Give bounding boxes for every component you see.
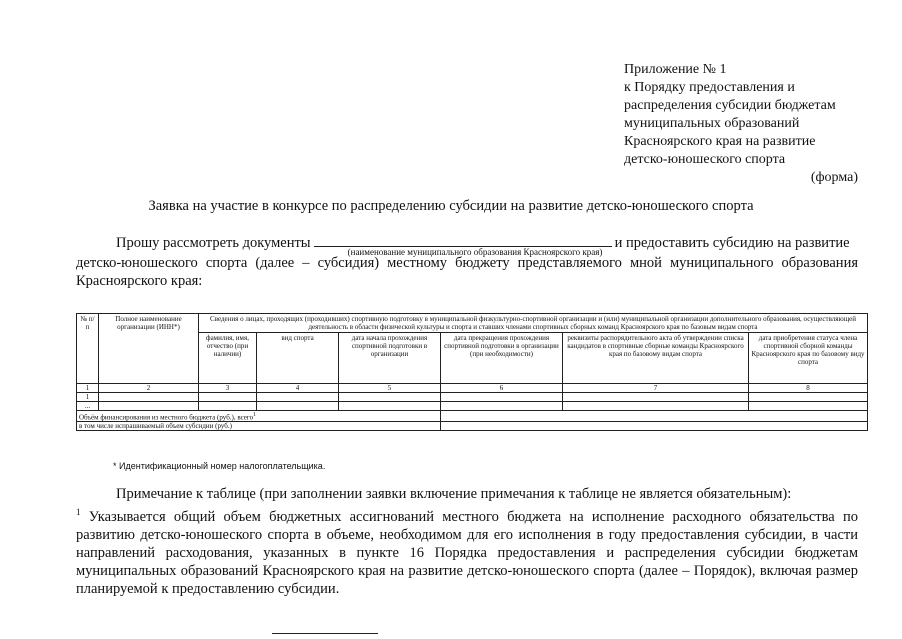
appendix-line: Красноярского края на развитие — [624, 134, 816, 149]
table-row — [77, 393, 868, 402]
request-rest: детско-юношеского спорта (далее – субсидия) местному бюджету представляемого мной муниципального образования Красноярского края: — [76, 255, 858, 289]
column-number: 5 — [339, 384, 441, 393]
appendix-line: к Порядку предоставления и — [624, 80, 795, 95]
table-numbers-row — [77, 384, 868, 393]
table-cell[interactable] — [339, 402, 441, 411]
subheader-end-date: дата прекращения прохождения спортивной подготовки в организации (при необходимости) — [441, 333, 563, 384]
table-cell[interactable] — [257, 402, 339, 411]
municipality-hint: (наименование муниципального образования Красноярского края) — [347, 247, 603, 257]
column-number: 6 — [441, 384, 563, 393]
table-note — [76, 485, 858, 598]
table-cell[interactable] — [441, 393, 563, 402]
subheader-status-date: дата приобретения статуса члена спортивной сборной команды Красноярского края по базовому виду спорта — [749, 333, 868, 384]
total-label-text: Объём финансирования из местного бюджета (руб.), всего — [79, 413, 254, 422]
footnote: * Идентификационный номер налогоплательщика. — [113, 461, 326, 471]
subheader-act-details: реквизиты распорядительного акта об утверждении списка кандидатов в спортивные сборные команды Красноярского края по базовому видам спорта — [563, 333, 749, 384]
appendix-line: распределения субсидии бюджетам — [624, 98, 836, 113]
note-text: Указывается общий объем бюджетных ассигнований местного бюджета на исполнение расходного обязательства по развитию детско-юношеского спорта в объеме, необходимом для его исполнения в году предоставления субсидии, в части направлений расходования, указанных в пункте 16 Порядка предоставления и распределения субсидии бюджетам муниципальных образований Красноярского края на развитие детско-юношеского спорта (далее – Порядок), включая размер планируемой к предоставлению субсидии. — [76, 508, 858, 597]
requested-label: в том числе испрашиваемый объем субсидии (руб.) — [77, 422, 441, 431]
header-info: Сведения о лицах, проходящих (проходивших) спортивную подготовку в муниципальной физкультурно-спортивной организации и (или) муниципальной организации дополнительного образования, осуществляющей деятельность в области физической культуры и спорта и ставших членами спортивных сборных команд Красноярского края по базовым видам спорта — [199, 314, 868, 333]
appendix-line: детско-юношеского спорта — [624, 152, 786, 167]
note-text-block — [76, 503, 858, 598]
document-title: Заявка на участие в конкурсе по распределению субсидии на развитие детско-юношеского спорта — [148, 198, 754, 214]
total-label — [77, 411, 441, 422]
subheader-sport: вид спорта — [257, 333, 339, 384]
column-number: 4 — [257, 384, 339, 393]
column-number: 2 — [99, 384, 199, 393]
row-number: 1 — [77, 393, 99, 402]
form-label: (форма) — [810, 170, 858, 185]
note-footnote-mark: 1 — [76, 507, 81, 517]
column-number: 7 — [563, 384, 749, 393]
table-cell[interactable] — [99, 393, 199, 402]
table-row — [77, 402, 868, 411]
appendix-header — [624, 61, 864, 187]
column-number: 1 — [77, 384, 99, 393]
note-heading: Примечание к таблице (при заполнении заявки включение примечания к таблице не является обязательным): — [116, 486, 792, 502]
column-number: 8 — [749, 384, 868, 393]
page-divider — [272, 633, 378, 634]
table-cell[interactable] — [99, 402, 199, 411]
table-cell[interactable] — [563, 393, 749, 402]
row-dots: ... — [77, 402, 99, 411]
table-cell[interactable] — [199, 393, 257, 402]
subheader-start-date: дата начала прохождения спортивной подготовки в организации — [339, 333, 441, 384]
table-cell[interactable] — [749, 393, 868, 402]
table-cell[interactable] — [339, 393, 441, 402]
request-start: Прошу рассмотреть документы — [116, 235, 311, 251]
requested-value-cell[interactable] — [441, 422, 868, 431]
application-table — [76, 313, 868, 431]
header-number: № п/п — [77, 314, 99, 384]
column-number: 3 — [199, 384, 257, 393]
total-row — [77, 411, 868, 422]
table-cell[interactable] — [441, 402, 563, 411]
table-header-row — [77, 314, 868, 333]
appendix-line: муниципальных образований — [624, 116, 800, 131]
municipality-blank-field[interactable] — [314, 232, 612, 247]
subheader-name: фамилия, имя, отчество (при наличии) — [199, 333, 257, 384]
table-cell[interactable] — [749, 402, 868, 411]
header-organization: Полное наименование организации (ИНН*) — [99, 314, 199, 384]
table-cell[interactable] — [257, 393, 339, 402]
request-paragraph — [76, 232, 858, 290]
appendix-line: Приложение № 1 — [624, 62, 727, 77]
requested-row — [77, 422, 868, 431]
table-cell[interactable] — [563, 402, 749, 411]
request-end: и предоставить субсидию на развитие — [614, 235, 850, 251]
total-value-cell[interactable] — [441, 411, 868, 422]
total-footnote-mark: 1 — [253, 412, 257, 418]
table-cell[interactable] — [199, 402, 257, 411]
